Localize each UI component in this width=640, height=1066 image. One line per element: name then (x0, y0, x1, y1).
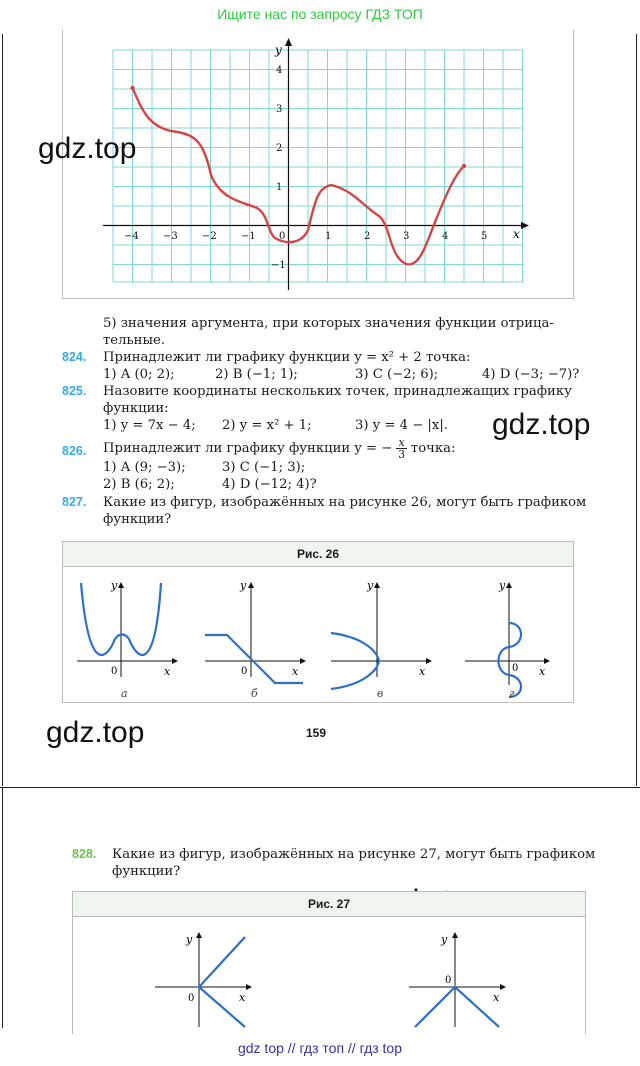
text-line: 5) значения аргумента, при которых значения функции отрица- (103, 316, 554, 331)
top-banner: Ищите нас по запросу ГДЗ ТОП (217, 6, 423, 22)
x-tick-label: 4 (442, 231, 449, 242)
figure-26-plots (63, 567, 573, 703)
problem-number: 826. (62, 444, 87, 458)
origin-label: 0 (188, 993, 195, 1004)
answer-option: 4) D (−12; 4)? (222, 477, 317, 492)
problem-number: 828. (72, 847, 97, 861)
axis-label-y: y (111, 579, 118, 592)
curve-start-point (130, 86, 134, 90)
answer-option: 1) A (0; 2); (103, 367, 175, 382)
watermark: gdz.top (38, 132, 137, 165)
bottom-footer: gdz top // гдз топ // гдз top (237, 1040, 403, 1056)
axis-label-x: x (539, 665, 546, 678)
graph-x-label: x (513, 227, 520, 241)
problem-text-part: точка: (410, 441, 456, 456)
x-tick-label: −2 (202, 231, 217, 242)
figure-26-title: Рис. 26 (63, 542, 573, 567)
figure-27-title: Рис. 27 (73, 892, 585, 917)
x-axis-arrow (521, 222, 529, 229)
x-tick-label: 0 (279, 231, 286, 242)
figure-27-panel-right (409, 933, 503, 1027)
answer-option: 1) A (9; −3); (103, 460, 186, 475)
page-right-border (636, 34, 637, 786)
problem-text-part: Принадлежит ли графику функции y = − (103, 441, 393, 456)
y-tick-label: 3 (276, 104, 283, 115)
graph-y-label: y (275, 43, 282, 57)
axis-label-y: y (186, 933, 193, 946)
x-tick-label: −1 (241, 231, 256, 242)
panel-caption: б (251, 687, 258, 700)
page-divider (0, 787, 640, 788)
figure-26-panel-b (205, 579, 303, 700)
watermark: gdz.top (46, 716, 145, 749)
origin-label: 0 (445, 975, 452, 986)
figure-26 (62, 541, 574, 703)
figure-26-panel-a (77, 579, 175, 700)
answer-option: 3) C (−1; 3); (222, 460, 306, 475)
answer-option: 4) D (−3; −7)? (482, 367, 580, 382)
problem-text: Принадлежит ли графику функции y = x² + 2 точка: (103, 350, 471, 365)
text-line: тельные. (103, 333, 165, 348)
graph-grid (113, 50, 523, 282)
page-left-border (2, 34, 3, 786)
problem-text: Какие из фигур, изображённых на рисунке 26, могут быть графиком (103, 495, 587, 510)
panel-caption: г (509, 687, 515, 700)
answer-option: 3) y = 4 − |x|. (355, 418, 448, 433)
graph-axes (103, 46, 521, 290)
problem-text: функции: (103, 401, 169, 416)
axis-label-y: y (367, 579, 374, 592)
axis-label-x: x (292, 665, 299, 678)
function-graph-frame (62, 30, 574, 299)
problem-number: 824. (62, 350, 87, 364)
x-tick-label: 3 (403, 231, 410, 242)
problem-number: 825. (62, 384, 87, 398)
fraction-denominator: 3 (398, 448, 406, 461)
problem-text: функции? (112, 864, 181, 879)
y-tick-label: −1 (271, 260, 286, 271)
problem-number: 827. (62, 495, 87, 509)
x-tick-label: −3 (163, 231, 178, 242)
answer-option: 2) y = x² + 1; (222, 418, 312, 433)
problem-text: Назовите координаты нескольких точек, принадлежащих графику (103, 384, 572, 399)
x-tick-label: 2 (364, 231, 371, 242)
y-tick-label: 4 (276, 65, 283, 76)
y-tick-label: 2 (276, 143, 283, 154)
figure-27-panel-left (155, 933, 249, 1027)
curve-end-point (462, 164, 466, 168)
function-graph (63, 30, 573, 298)
figure-26-panel-g (465, 579, 547, 700)
figure-27 (72, 891, 586, 1034)
function-curve (133, 88, 465, 264)
axis-label-x: x (493, 991, 500, 1004)
page-number: 159 (306, 726, 327, 740)
fraction-numerator: x (398, 436, 405, 449)
axis-label-x: x (164, 665, 171, 678)
answer-option: 2) B (−1; 1); (215, 367, 298, 382)
answer-option: 2) B (6; 2); (103, 477, 175, 492)
figure-27-plots (73, 917, 585, 1035)
x-tick-label: 1 (325, 231, 332, 242)
origin-label: 0 (241, 666, 248, 677)
panel-caption: а (121, 687, 128, 700)
axis-label-y: y (499, 579, 506, 592)
page2-left-border (2, 788, 3, 1028)
answer-option: 1) y = 7x − 4; (103, 418, 196, 433)
problem-text (103, 437, 455, 460)
problem-text: Какие из фигур, изображённых на рисунке 27, могут быть графиком (112, 847, 596, 862)
figure-26-panel-v (331, 579, 429, 700)
watermark: gdz.top (492, 408, 591, 441)
x-tick-label: 5 (481, 231, 488, 242)
problem-text: функции? (103, 512, 172, 527)
axis-label-y: y (240, 579, 247, 592)
x-tick-label: −4 (124, 231, 139, 242)
axis-label-x: x (419, 665, 426, 678)
origin-label: 0 (111, 666, 118, 677)
y-tick-label: 1 (276, 182, 283, 193)
fraction (396, 437, 406, 460)
answer-option: 3) C (−2; 6); (355, 367, 439, 382)
panel-caption: в (377, 687, 384, 700)
axis-label-x: x (239, 991, 246, 1004)
y-axis-arrow (285, 38, 292, 46)
axis-label-y: y (441, 933, 448, 946)
origin-label: 0 (512, 663, 519, 674)
